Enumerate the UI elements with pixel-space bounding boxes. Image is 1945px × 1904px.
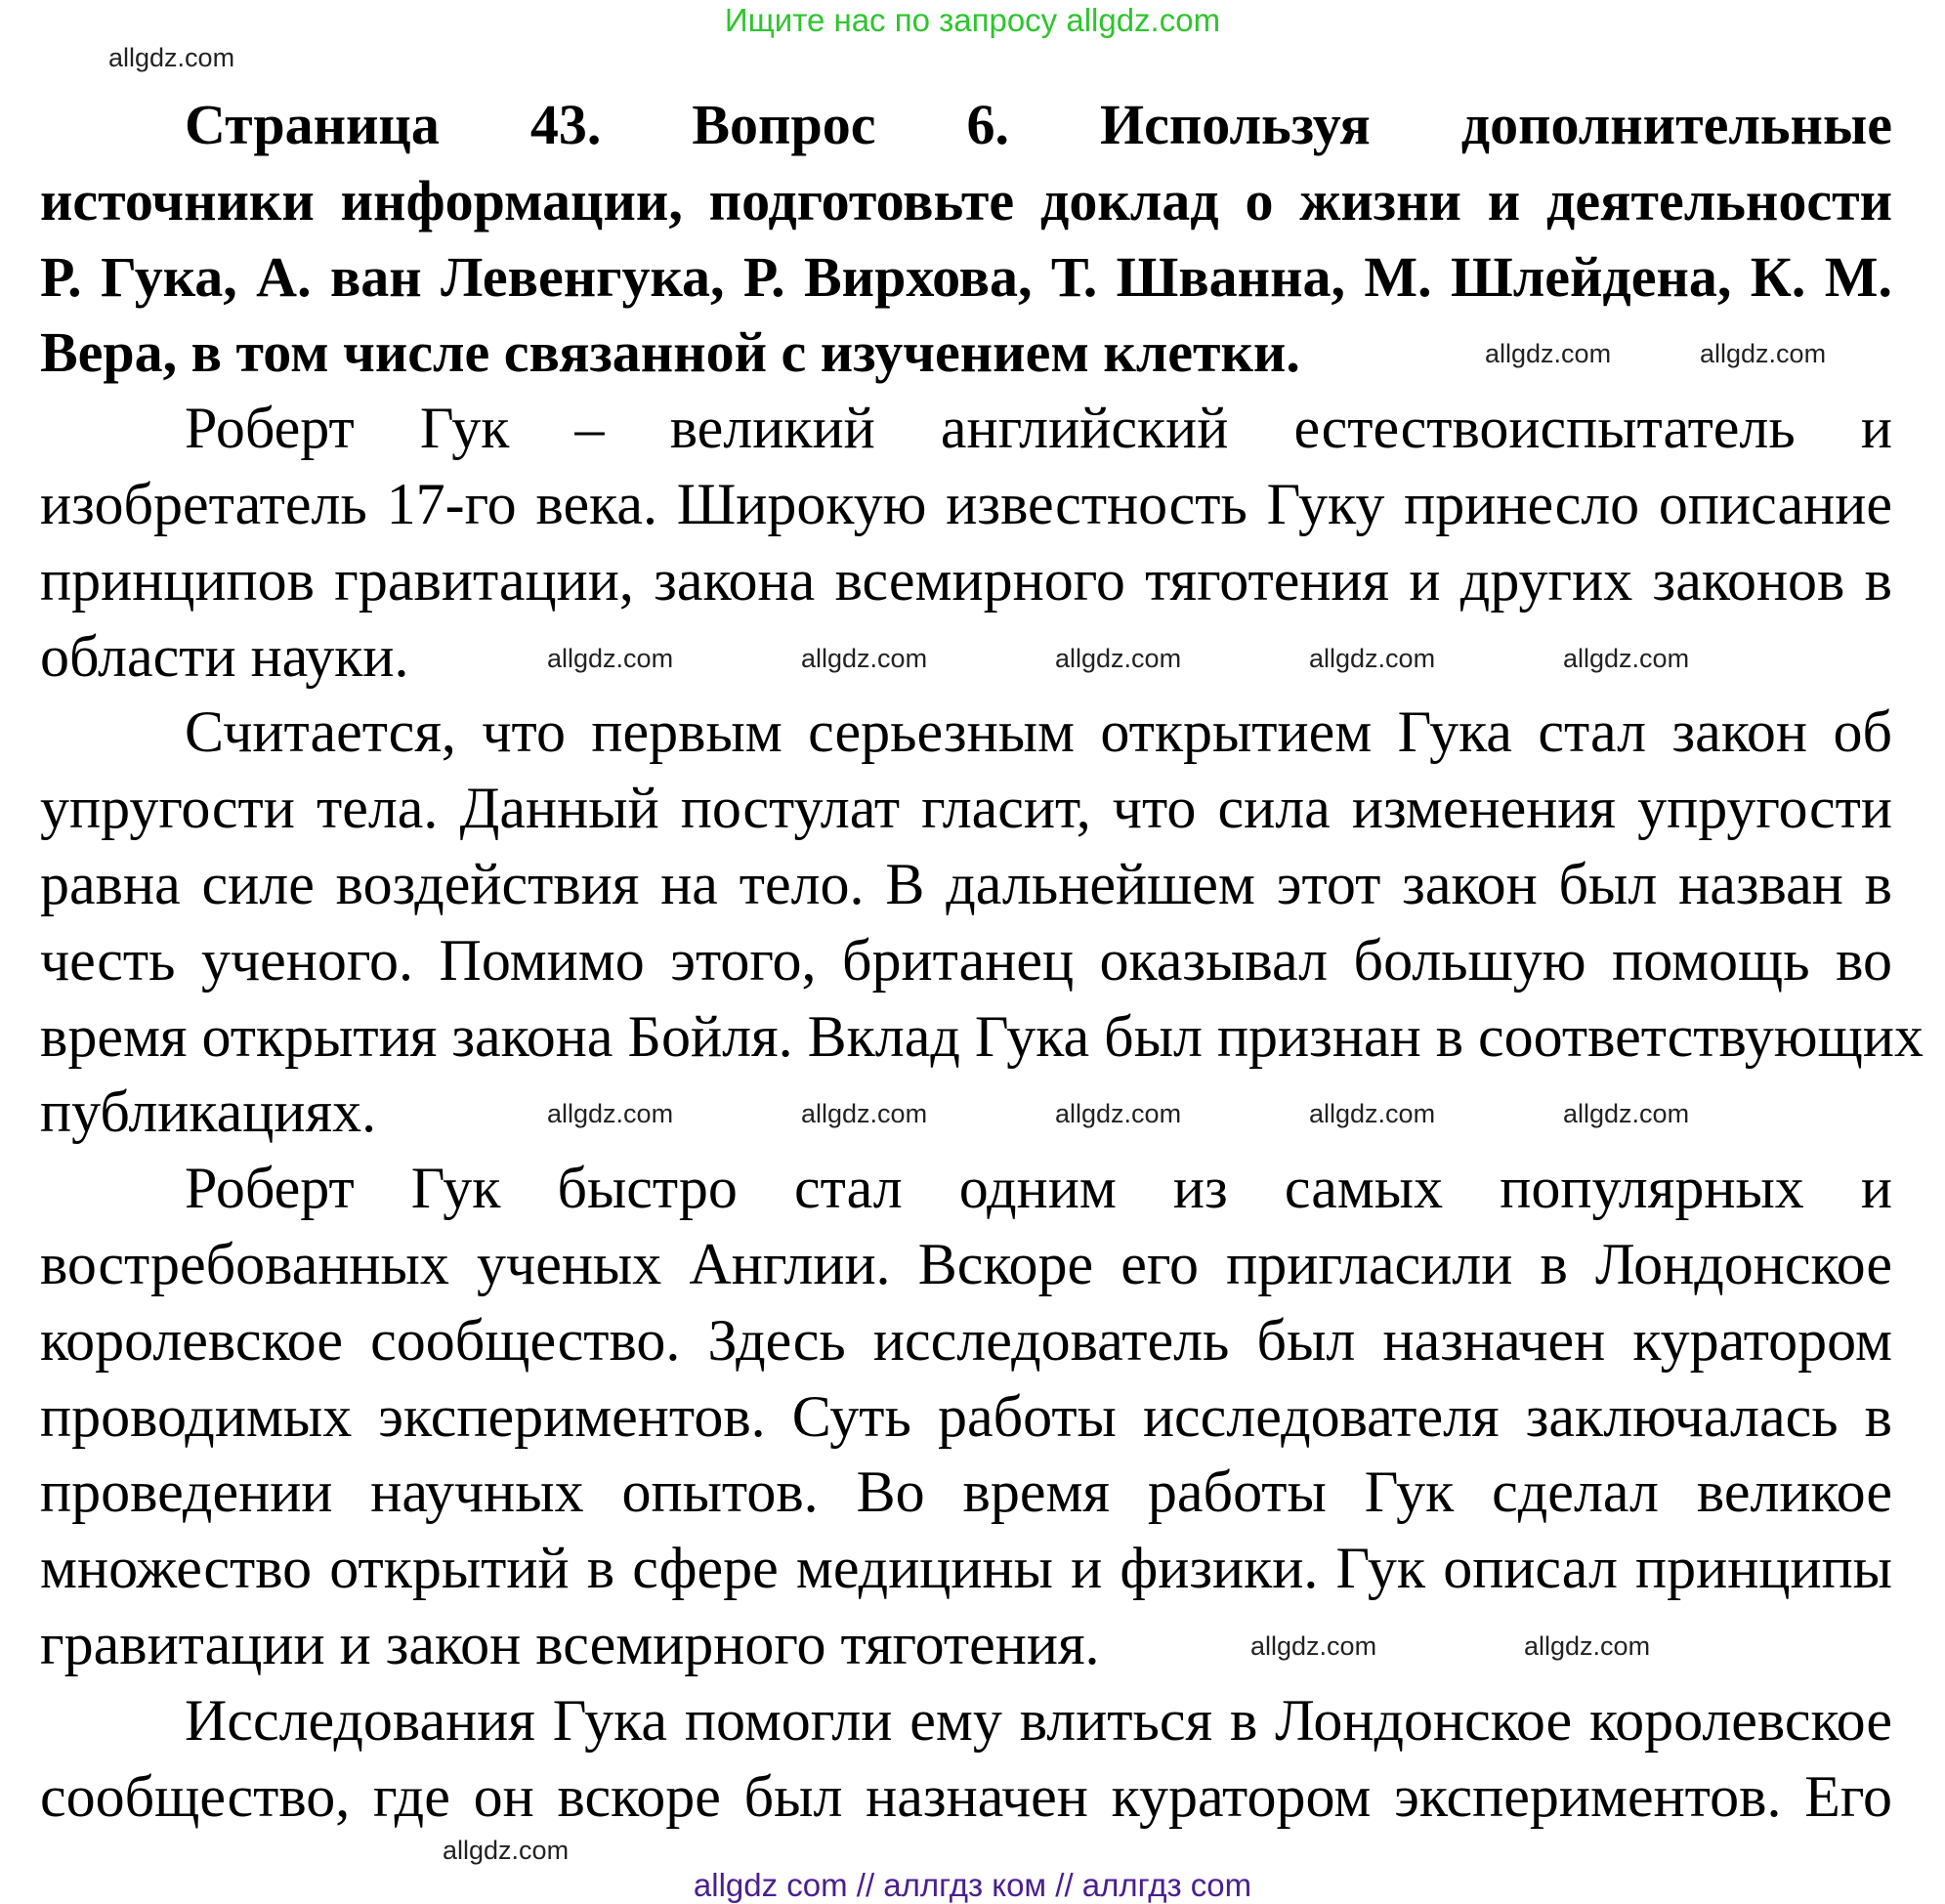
watermark: allgdz.com	[1250, 1631, 1377, 1661]
watermark: allgdz.com	[801, 643, 928, 673]
question-title-line: Страница 43. Вопрос 6. Используя дополнительные	[185, 93, 1892, 156]
paragraph-line: области науки.	[40, 623, 409, 689]
watermark: allgdz.com	[1485, 339, 1612, 369]
paragraph-line: время открытия закона Бойля. Вклад Гука был признан в соответствующих	[40, 1003, 1924, 1069]
paragraph-line: проведении научных опытов. Во время работы Гук сделал великое	[40, 1460, 1892, 1525]
paragraph-line: сообщество, где он вскоре был назначен куратором экспериментов. Его	[40, 1763, 1892, 1829]
paragraph-line: Роберт Гук – великий английский естествоиспытатель и	[185, 396, 1892, 461]
top-banner: Ищите нас по запросу allgdz.com	[724, 2, 1221, 38]
watermark: allgdz.com	[547, 1099, 674, 1129]
paragraph-line: равна силе воздействия на тело. В дальнейшем этот закон был назван в	[40, 851, 1892, 916]
watermark: allgdz.com	[1700, 339, 1827, 369]
watermark: allgdz.com	[1563, 643, 1690, 673]
paragraph-line: гравитации и закон всемирного тяготения.	[40, 1611, 1100, 1676]
watermark: allgdz.com	[108, 43, 235, 72]
paragraph-line: королевское сообщество. Здесь исследователь был назначен куратором	[40, 1307, 1892, 1373]
document-body	[40, 87, 1924, 1835]
watermark: allgdz.com	[1309, 643, 1436, 673]
watermark: allgdz.com	[1524, 1631, 1651, 1661]
paragraph-line: Считается, что первым серьезным открытием Гука стал закон об	[185, 699, 1892, 765]
question-title-line: источники информации, подготовьте доклад о жизни и деятельности	[40, 168, 1892, 233]
watermark: allgdz.com	[547, 643, 674, 673]
paragraph-line: честь ученого. Помимо этого, британец оказывал большую помощь во	[40, 927, 1892, 993]
paragraph-line: Исследования Гука помогли ему влиться в Лондонское королевское	[185, 1687, 1892, 1753]
paragraph-line: множество открытий в сфере медицины и физики. Гук описал принципы	[40, 1536, 1892, 1601]
paragraph-line: востребованных ученых Англии. Вскоре его пригласили в Лондонское	[40, 1231, 1892, 1296]
question-title-line: Р. Гука, А. ван Левенгука, Р. Вирхова, Т. Шванна, М. Шлейдена, К. М.	[40, 244, 1892, 309]
paragraph-line: проводимых экспериментов. Суть работы исследователя заключалась в	[40, 1383, 1892, 1449]
question-title-line: Вера, в том числе связанной с изучением клетки.	[40, 320, 1300, 385]
paragraph-line: публикациях.	[40, 1079, 377, 1145]
paragraph-line: упругости тела. Данный постулат гласит, что сила изменения упругости	[40, 776, 1892, 841]
bottom-banner: allgdz com // аллгдз ком // аллгдз com	[693, 1867, 1252, 1903]
watermark: allgdz.com	[801, 1099, 928, 1129]
paragraph-line: Роберт Гук быстро стал одним из самых популярных и	[185, 1156, 1892, 1221]
paragraph-line: принципов гравитации, закона всемирного тяготения и других законов в	[40, 547, 1892, 613]
watermark: allgdz.com	[443, 1836, 570, 1865]
watermark: allgdz.com	[1563, 1099, 1690, 1129]
paragraph-line: изобретатель 17-го века. Широкую известность Гуку принесло описание	[40, 471, 1892, 536]
watermark: allgdz.com	[1055, 1099, 1182, 1129]
watermark: allgdz.com	[1055, 643, 1182, 673]
watermark: allgdz.com	[1309, 1099, 1436, 1129]
